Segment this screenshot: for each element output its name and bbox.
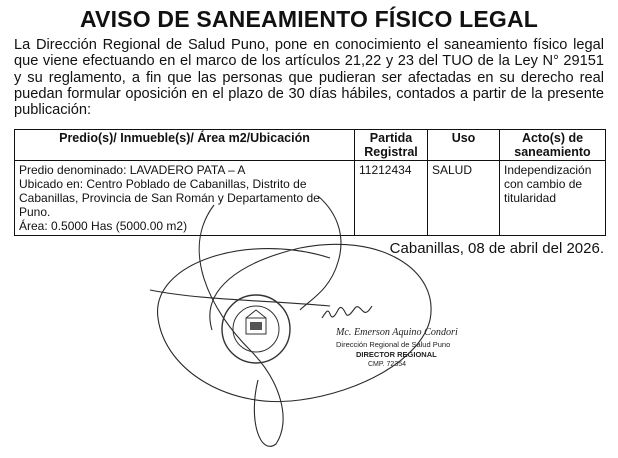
signature-loop-left: [199, 205, 283, 446]
header-uso: Uso: [428, 130, 500, 161]
signatory-name: Mc. Emerson Aquino Condori: [336, 326, 458, 338]
header-predio: Predio(s)/ Inmueble(s)/ Área m2/Ubicación: [15, 130, 355, 161]
notice-title: AVISO DE SANEAMIENTO FÍSICO LEGAL: [79, 6, 539, 32]
official-seal: [222, 295, 290, 363]
signature-loop-large: [158, 244, 432, 401]
predio-name: Predio denominado: LAVADERO PATA – A: [19, 163, 246, 177]
cell-predio: [15, 161, 355, 236]
predio-location: Ubicado en: Centro Poblado de Cabanillas, Distrito de Cabanillas, Provincia de San Román y Departamento de Puno.: [19, 177, 320, 219]
signature-scrawl: [322, 306, 372, 318]
table-header-row: [15, 130, 606, 161]
notice-table: [14, 129, 606, 236]
notice-date: Cabanillas, 08 de abril del 2026.: [389, 240, 604, 257]
header-acto: Acto(s) de saneamiento: [500, 130, 606, 161]
signatory-role: Dirección Regional de Salud Puno: [336, 340, 451, 349]
signatory-cmp: CMP. 72354: [368, 361, 407, 368]
cell-uso: SALUD: [428, 161, 500, 236]
table-row: [15, 161, 606, 236]
cell-partida: 11212434: [355, 161, 428, 236]
cell-acto: Independización con cambio de titularidad: [500, 161, 606, 236]
predio-area: Área: 0.5000 Has (5000.00 m2): [19, 219, 188, 233]
notice-intro-paragraph: La Dirección Regional de Salud Puno, pone en conocimiento el saneamiento físico legal que viene efectuando en el marco de los artículos 21,22 y 23 del TUO de la Ley N° 29151 y su reglamento, a fin que las personas que pudieran ser afectadas en su derecho real puedan formular oposición en el plazo de 30 días hábiles, contados a partir de la presente publicación:: [14, 37, 604, 119]
signatory-title: DIRECTOR REGIONAL: [356, 350, 437, 359]
header-partida: Partida Registral: [355, 130, 428, 161]
signature-stroke-mid: [150, 290, 330, 306]
